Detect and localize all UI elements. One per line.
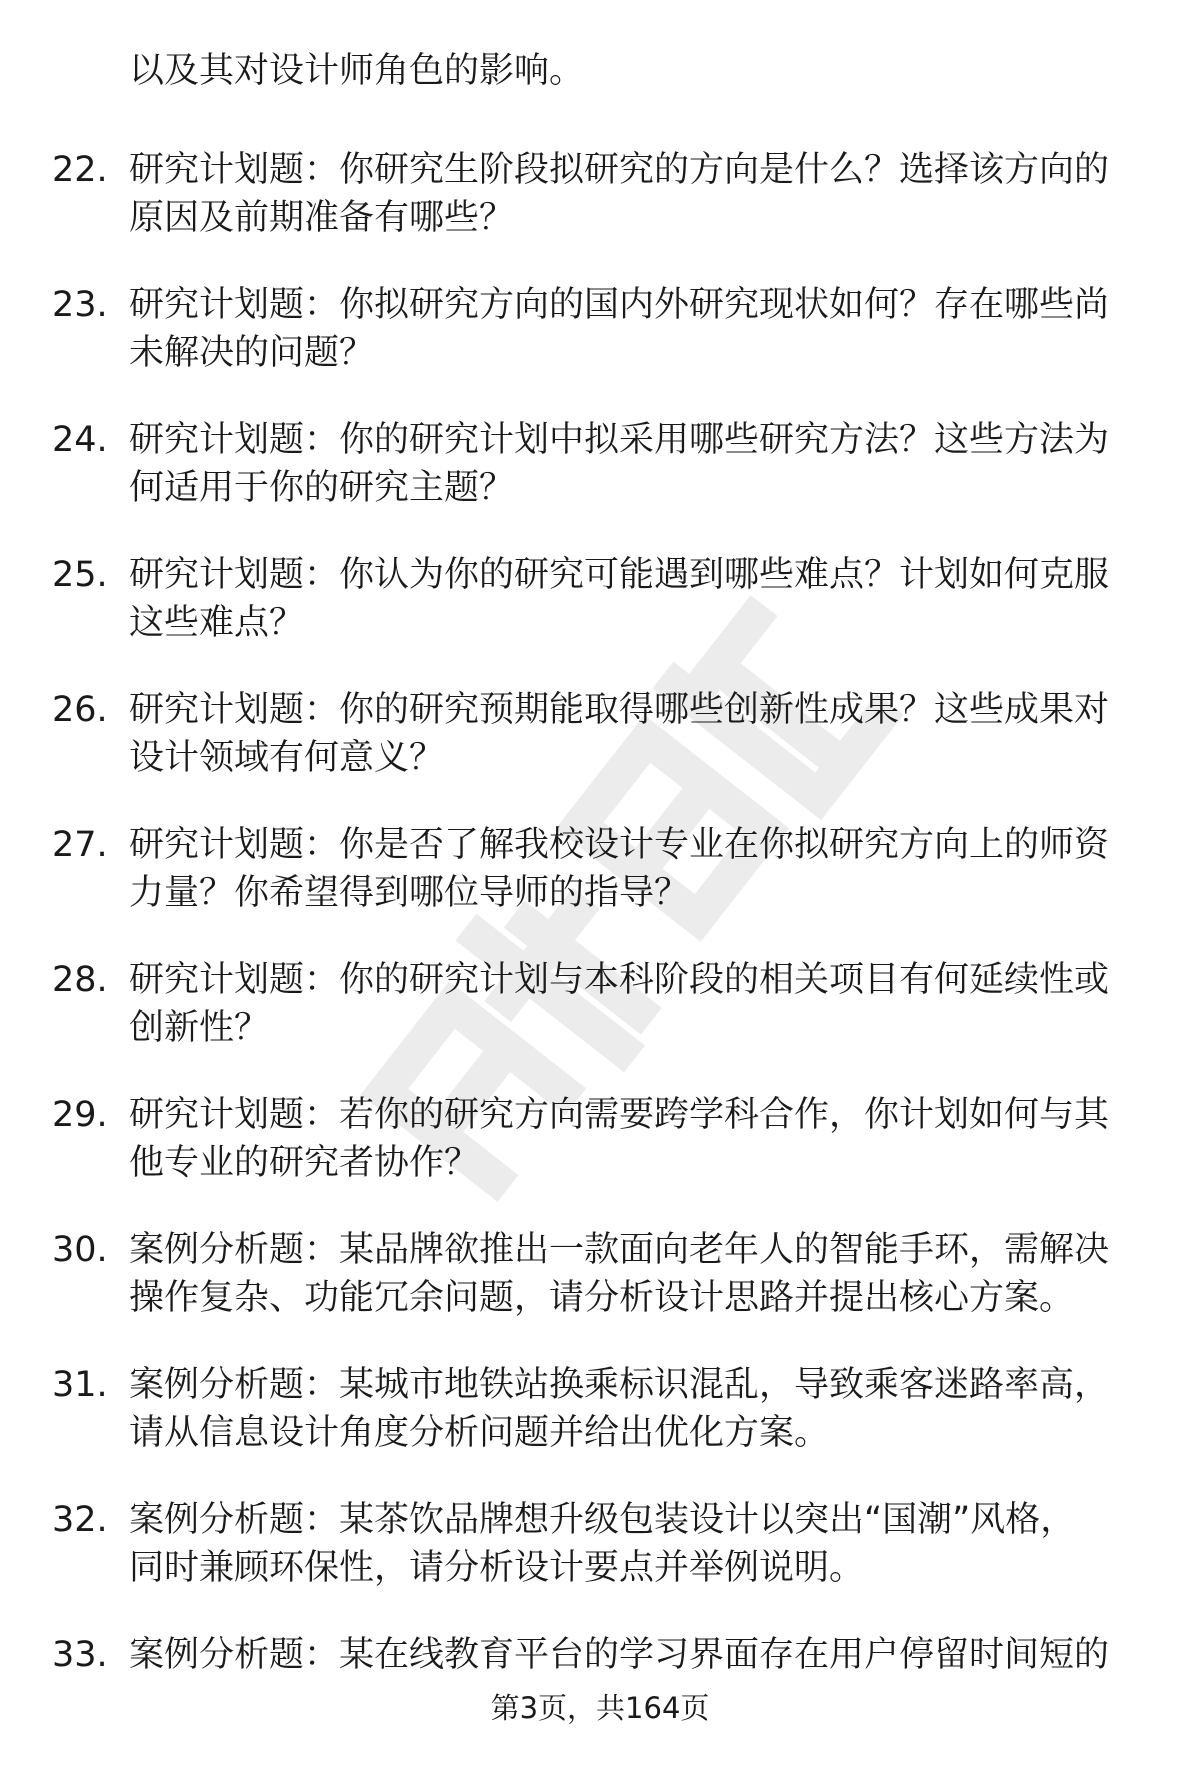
- question-text-line: 研究计划题：你的研究计划与本科阶段的相关项目有何延续性或: [129, 960, 1110, 1000]
- question-text-line: 同时兼顾环保性，请分析设计要点并举例说明。: [129, 1548, 865, 1588]
- question-item: [0, 1091, 1200, 1226]
- question-number: 24.: [52, 420, 108, 460]
- question-number: 30.: [52, 1230, 108, 1270]
- question-item: [0, 551, 1200, 686]
- question-text: [129, 1091, 1139, 1187]
- question-number: 27.: [52, 825, 108, 865]
- question-item: [0, 281, 1200, 416]
- question-number: 22.: [52, 150, 108, 190]
- question-item: [0, 686, 1200, 821]
- question-item: [0, 956, 1200, 1091]
- question-text-line: 未解决的问题？: [129, 333, 375, 373]
- question-list: [0, 146, 1200, 1766]
- question-text: [129, 1361, 1139, 1457]
- question-text-line: 何适用于你的研究主题？: [129, 468, 515, 508]
- question-text-line: 设计领域有何意义？: [129, 738, 445, 778]
- page-footer: 第3页，共164页: [490, 1691, 710, 1725]
- question-text-line: 案例分析题：某在线教育平台的学习界面存在用户停留时间短的: [129, 1635, 1110, 1675]
- question-text-line: 案例分析题：某城市地铁站换乘标识混乱，导致乘客迷路率高，: [129, 1365, 1110, 1405]
- question-text-line: 案例分析题：某茶饮品牌想升级包装设计以突出“国潮”风格，: [129, 1500, 1076, 1540]
- question-text-line: 创新性？: [129, 1008, 270, 1048]
- question-text-line: 这些难点？: [129, 603, 305, 643]
- question-text-line: 研究计划题：你研究生阶段拟研究的方向是什么？选择该方向的: [129, 150, 1110, 190]
- question-text-line: 研究计划题：你的研究预期能取得哪些创新性成果？这些成果对: [129, 690, 1110, 730]
- question-text-line: 研究计划题：若你的研究方向需要跨学科合作，你计划如何与其: [129, 1095, 1110, 1135]
- continuation-line: 以及其对设计师角色的影响。: [129, 51, 585, 91]
- question-number: 25.: [52, 555, 108, 595]
- question-item: [0, 146, 1200, 281]
- question-text: [129, 281, 1139, 377]
- question-text-line: 研究计划题：你是否了解我校设计专业在你拟研究方向上的师资: [129, 825, 1110, 865]
- question-number: 32.: [52, 1500, 108, 1540]
- question-text-line: 他专业的研究者协作？: [129, 1143, 480, 1183]
- question-text-line: 研究计划题：你认为你的研究可能遇到哪些难点？计划如何克服: [129, 555, 1110, 595]
- question-number: 33.: [52, 1635, 108, 1675]
- question-text: [129, 1496, 1139, 1592]
- question-item: [0, 1226, 1200, 1361]
- question-number: 28.: [52, 960, 108, 1000]
- question-number: 23.: [52, 285, 108, 325]
- question-text: [129, 1226, 1139, 1322]
- question-text-line: 请从信息设计角度分析问题并给出优化方案。: [129, 1413, 830, 1453]
- question-number: 29.: [52, 1095, 108, 1135]
- question-text-line: 研究计划题：你的研究计划中拟采用哪些研究方法？这些方法为: [129, 420, 1110, 460]
- question-text: [129, 551, 1139, 647]
- question-text-line: 案例分析题：某品牌欲推出一款面向老年人的智能手环，需解决: [129, 1230, 1110, 1270]
- question-text-line: 力量？你希望得到哪位导师的指导？: [129, 873, 690, 913]
- question-text: [129, 416, 1139, 512]
- question-item: [0, 416, 1200, 551]
- question-number: 31.: [52, 1365, 108, 1405]
- question-item: [0, 1496, 1200, 1631]
- question-text: [129, 686, 1139, 782]
- question-text-line: 操作复杂、功能冗余问题，请分析设计思路并提出核心方案。: [129, 1278, 1075, 1318]
- question-text-line: 原因及前期准备有哪些？: [129, 198, 515, 238]
- question-text-line: 研究计划题：你拟研究方向的国内外研究现状如何？存在哪些尚: [129, 285, 1110, 325]
- question-text: [129, 956, 1139, 1052]
- question-text: [129, 1631, 1139, 1679]
- question-text: [129, 146, 1139, 242]
- question-item: [0, 1361, 1200, 1496]
- question-number: 26.: [52, 690, 108, 730]
- question-text: [129, 821, 1139, 917]
- question-item: [0, 821, 1200, 956]
